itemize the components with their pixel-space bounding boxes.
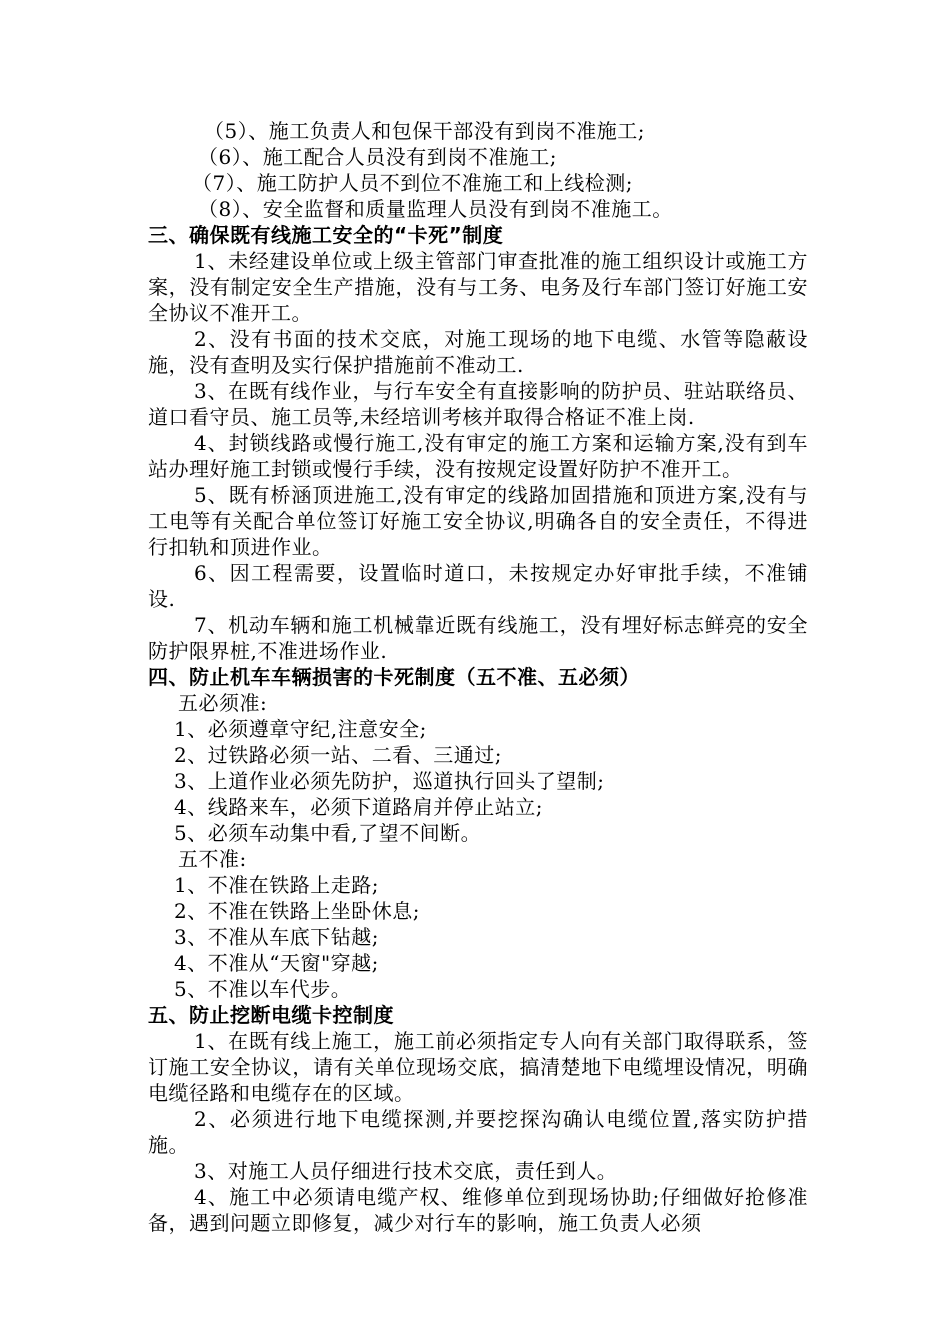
paragraph: 6、因工程需要，设置临时道口，未按规定办好审批手续，不准铺设. bbox=[148, 561, 808, 611]
list-item: 2、不准在铁路上坐卧休息; bbox=[174, 899, 420, 923]
list-label: 五不准: bbox=[178, 847, 247, 871]
list-item: 1、必须遵章守纪,注意安全; bbox=[174, 717, 427, 741]
paragraph: 4、施工中必须请电缆产权、维修单位到现场协助;仔细做好抢修准备，遇到问题立即修复，减少对行车的影响，施工负责人必须 bbox=[148, 1185, 808, 1235]
list-item: 3、不准从车底下钻越; bbox=[174, 925, 379, 949]
section-heading: 四、防止机车车辆损害的卡死制度（五不准、五必须） bbox=[148, 665, 640, 689]
list-item: 3、上道作业必须先防护，巡道执行回头了望制; bbox=[174, 769, 605, 793]
paragraph: 1、在既有线上施工，施工前必须指定专人向有关部门取得联系，签订施工安全协议，请有关单位现场交底，搞清楚地下电缆埋设情况，明确电缆径路和电缆存在的区域。 bbox=[148, 1029, 808, 1105]
item-line: （6）、施工配合人员没有到岗不准施工; bbox=[198, 145, 557, 169]
paragraph: 3、在既有线作业，与行车安全有直接影响的防护员、驻站联络员、道口看守员、施工员等,未经培训考核并取得合格证不准上岗. bbox=[148, 379, 808, 429]
paragraph: 4、封锁线路或慢行施工,没有审定的施工方案和运输方案,没有到车站办理好施工封锁或慢行手续，没有按规定设置好防护不准开工。 bbox=[148, 431, 808, 481]
item-line: （7）、施工防护人员不到位不准施工和上线检测; bbox=[192, 171, 633, 195]
list-item: 5、必须车动集中看,了望不间断。 bbox=[174, 821, 482, 845]
section-heading: 五、防止挖断电缆卡控制度 bbox=[148, 1003, 394, 1027]
item-line: （5）、施工负责人和包保干部没有到岗不准施工; bbox=[204, 119, 645, 143]
paragraph: 5、既有桥涵顶进施工,没有审定的线路加固措施和顶进方案,没有与工电等有关配合单位签订好施工安全协议,明确各自的安全责任，不得进行扣轨和顶进作业。 bbox=[148, 483, 808, 559]
list-item: 5、不准以车代步。 bbox=[174, 977, 352, 1001]
paragraph: 3、对施工人员仔细进行技术交底，责任到人。 bbox=[194, 1159, 618, 1183]
paragraph: 2、没有书面的技术交底，对施工现场的地下电缆、水管等隐蔽设施，没有查明及实行保护措施前不准动工. bbox=[148, 327, 808, 377]
list-item: 4、线路来车，必须下道路肩并停止站立; bbox=[174, 795, 543, 819]
paragraph: 1、未经建设单位或上级主管部门审查批准的施工组织设计或施工方案，没有制定安全生产措施，没有与工务、电务及行车部门签订好施工安全协议不准开工。 bbox=[148, 249, 808, 325]
section-heading: 三、确保既有线施工安全的“卡死”制度 bbox=[148, 223, 504, 247]
paragraph: 7、机动车辆和施工机械靠近既有线施工，没有埋好标志鲜亮的安全防护限界桩,不准进场作业. bbox=[148, 613, 808, 663]
list-label: 五必须准: bbox=[178, 691, 268, 715]
list-item: 4、不准从“天窗"穿越; bbox=[174, 951, 379, 975]
paragraph: 2、必须进行地下电缆探测,并要挖探沟确认电缆位置,落实防护措施。 bbox=[148, 1107, 808, 1157]
item-line: （8）、安全监督和质量监理人员没有到岗不准施工。 bbox=[198, 197, 673, 221]
list-item: 2、过铁路必须一站、二看、三通过; bbox=[174, 743, 502, 767]
list-item: 1、不准在铁路上走路; bbox=[174, 873, 379, 897]
document-page bbox=[148, 118, 808, 1236]
